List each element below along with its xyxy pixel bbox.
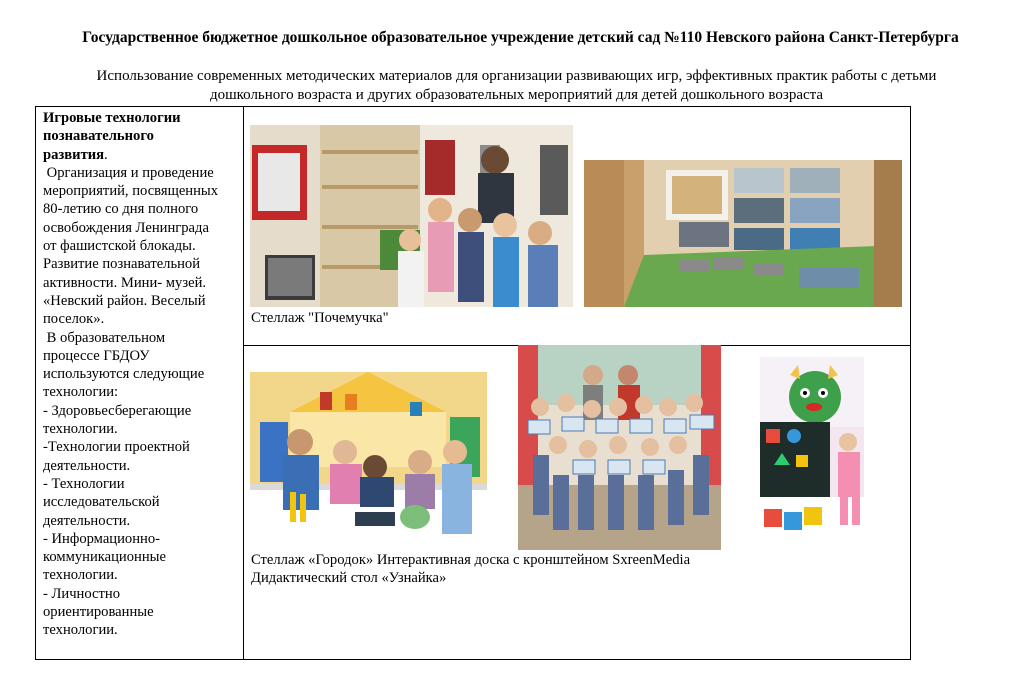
subtitle-line-1: Использование современных методических материалов для организации развивающих игр, эффективных практик работы с детьми xyxy=(96,68,937,84)
photo-didactic-table xyxy=(760,357,864,550)
left-body-line: ориентированные xyxy=(43,604,154,621)
caption-bottom-line-2: Дидактический стол «Узнайка» xyxy=(251,570,447,586)
left-body-line: - Здоровьесберегающие xyxy=(43,402,192,419)
left-body-line: деятельности. xyxy=(43,457,131,474)
left-body-line: технологии: xyxy=(43,384,119,401)
left-body-line: 80-летию со дня полного xyxy=(43,201,199,218)
left-body-line: используются следующие xyxy=(43,366,205,383)
left-body-line: освобождения Ленинграда xyxy=(43,219,209,236)
table-column-divider xyxy=(243,106,244,660)
left-text-column xyxy=(43,109,239,640)
left-body-line: - Технологии xyxy=(43,475,125,492)
heading-line-2: познавательного xyxy=(43,128,154,145)
heading-line-1: Игровые технологии xyxy=(43,110,181,126)
left-body-line: Организация и проведение xyxy=(43,164,214,181)
caption-bottom-line-1: Стеллаж «Городок» Интерактивная доска с кронштейном SxreenMedia xyxy=(251,552,691,568)
left-body-line: -Технологии проектной xyxy=(43,439,190,456)
left-body-line: Развитие познавательной xyxy=(43,256,201,273)
photo-interactive-board-group xyxy=(518,345,721,550)
organization-title: Государственное бюджетное дошкольное образовательное учреждение детский сад №110 Невского района Санкт-Петербурга xyxy=(82,29,959,46)
left-body-line: исследовательской xyxy=(43,494,160,511)
left-body-line: технологии. xyxy=(43,421,118,438)
left-body-line: В образовательном xyxy=(43,329,166,346)
left-body-line: поселок». xyxy=(43,311,105,328)
photo-shelf-pochemuchka-children xyxy=(250,125,573,307)
left-body-line: коммуникационные xyxy=(43,549,166,566)
photo-nevsky-district-model xyxy=(584,160,902,307)
caption-shelf-pochemuchka: Стеллаж "Почемучка" xyxy=(251,310,389,326)
left-body-line: от фашистской блокады. xyxy=(43,238,196,255)
heading-dot: . xyxy=(104,146,108,163)
left-body-lines xyxy=(43,164,239,640)
left-body-line: - Информационно- xyxy=(43,530,160,547)
left-body-line: активности. Мини- музей. xyxy=(43,274,207,291)
subtitle-line-2: дошкольного возраста и других образовательных мероприятий для детей дошкольного возраста xyxy=(209,87,824,103)
left-body-line: мероприятий, посвященных xyxy=(43,183,219,200)
left-body-line: технологии. xyxy=(43,567,118,584)
left-body-line: технологии. xyxy=(43,622,118,639)
heading-line-3: развития xyxy=(43,146,105,163)
left-body-line: - Личностно xyxy=(43,585,120,602)
left-body-line: деятельности. xyxy=(43,512,131,529)
photo-shelf-gorodok-children xyxy=(250,372,487,549)
left-body-line: процессе ГБДОУ xyxy=(43,347,150,364)
left-body-line: «Невский район. Веселый xyxy=(43,292,206,309)
